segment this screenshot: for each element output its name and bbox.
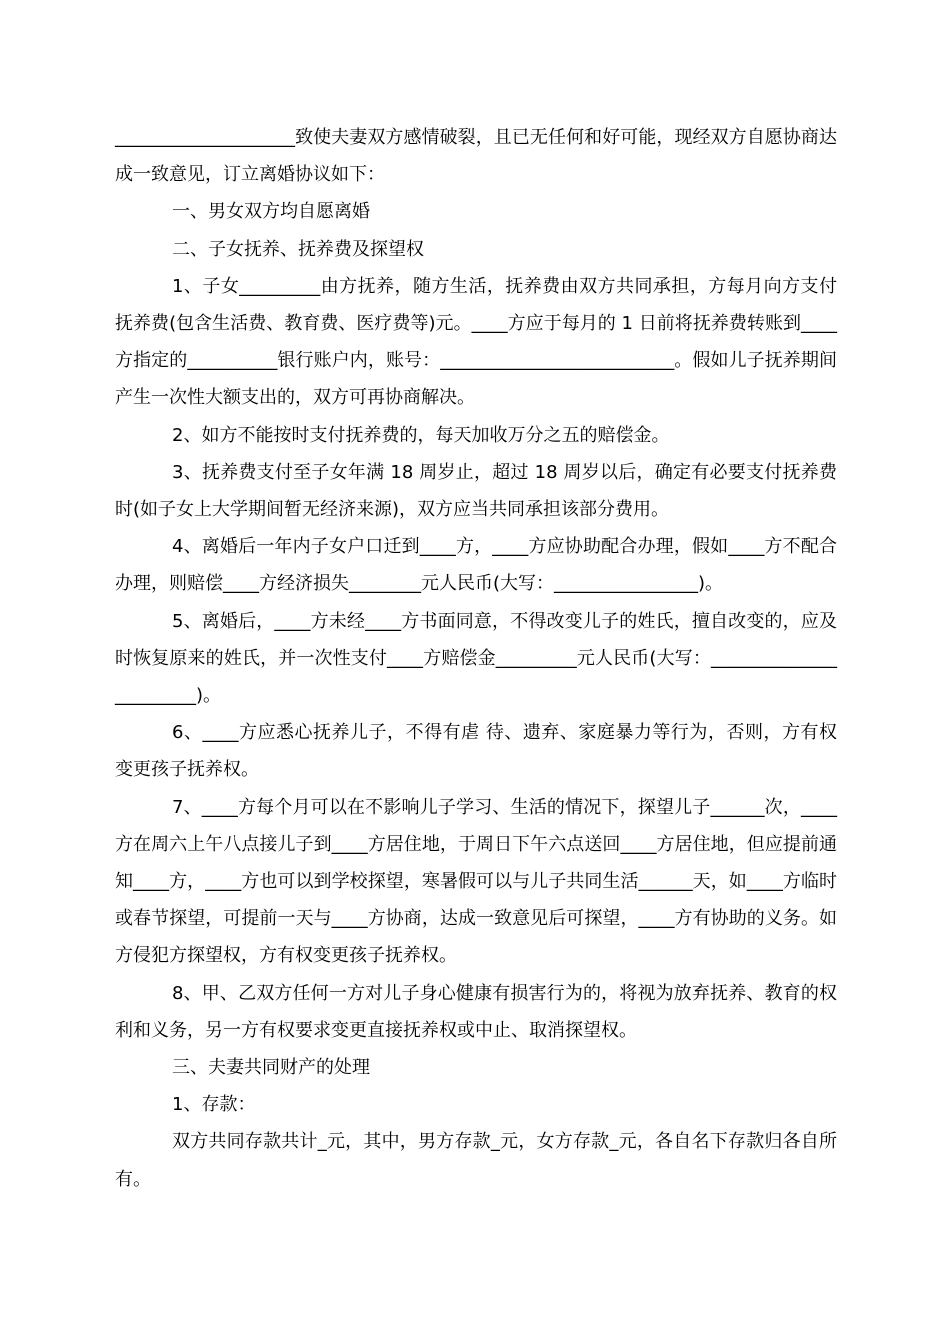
clause-3-1-text: 双方共同存款共计_元，其中，男方存款_元，女方存款_元，各自名下存款归各自所有。 (115, 1131, 837, 1190)
document-page (115, 119, 837, 1198)
clause-2-7: 7、____方每个月可以在不影响儿子学习、生活的情况下，探望儿子______次，____方在周六上午八点接儿子到____方居住地，于周日下午六点送回____方居住地，但应提前通知____方，____方也可以到学校探望，寒暑假可以与儿子共同生活______天，如____方临时或春节探望，可提前一天与____方协商，达成一致意见后可探望，____方有协助的义务。如方侵犯方探望权，方有权变更孩子抚养权。 (115, 796, 837, 967)
clause-2-6: 6、____方应悉心抚养儿子，不得有虐 待、遗弃、家庭暴力等行为，否则，方有权变更孩子抚养权。 (115, 722, 837, 781)
subheading-deposits: 1、存款： (172, 1094, 256, 1116)
heading-section-2: 二、子女抚养、抚养费及探望权 (172, 238, 424, 260)
clause-2-4: 4、离婚后一年内子女户口迁到____方，____方应协助配合办理，假如____方不配合办理，则赔偿____方经济损失________元人民币(大写：________________)。 (115, 536, 837, 595)
clause-2-8: 8、甲、乙双方任何一方对儿子身心健康有损害行为的，将视为放弃抚养、教育的权利和义务，另一方有权要求变更直接抚养权或中止、取消探望权。 (115, 982, 837, 1041)
clause-2-3: 3、抚养费支付至子女年满 18 周岁止，超过 18 周岁以后，确定有必要支付抚养费时(如子女上大学期间暂无经济来源)，双方应当共同承担该部分费用。 (115, 461, 837, 521)
paragraph-intro: ____________________致使夫妻双方感情破裂，且已无任何和好可能，现经双方自愿协商达成一致意见，订立离婚协议如下： (115, 127, 837, 186)
clause-2-1: 1、子女_________由方抚养，随方生活，抚养费由双方共同承担，方每月向方支付抚养费(包含生活费、教育费、医疗费等)元。____方应于每月的 1 日前将抚养费转账到____方指定的__________银行账户内，账号：__________________________。假如儿子抚养期间产生一次性大额支出的，双方可再协商解决。 (115, 275, 837, 409)
clause-2-5: 5、离婚后，____方未经____方书面同意，不得改变儿子的姓氏，擅自改变的，应及时恢复原来的姓氏，并一次性支付____方赔偿金_________元人民币(大写：_______________________)。 (115, 610, 837, 707)
clause-2-2: 2、如方不能按时支付抚养费的，每天加收万分之五的赔偿金。 (172, 424, 670, 446)
heading-section-3: 三、夫妻共同财产的处理 (172, 1057, 370, 1079)
heading-section-1: 一、男女双方均自愿离婚 (172, 201, 370, 223)
